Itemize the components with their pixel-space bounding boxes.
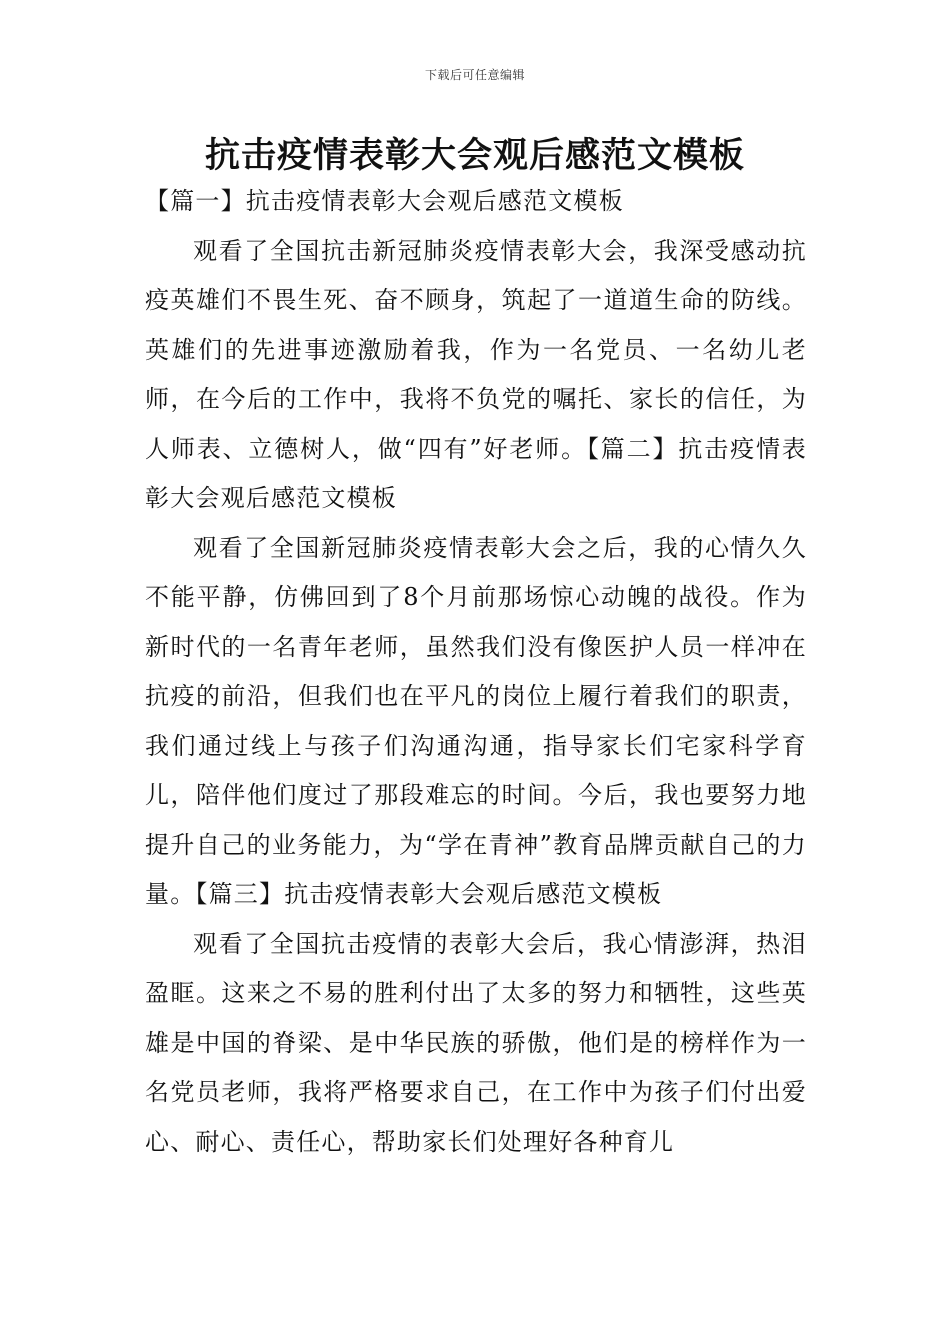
document-body xyxy=(145,177,807,1167)
paragraph-three: 观看了全国抗击疫情的表彰大会后，我心情澎湃，热泪盈眶。这来之不易的胜利付出了太多的努力和牺牲，这些英雄是中国的脊梁、是中华民族的骄傲，他们是的榜样作为一名党员老师，我将严格要求自己，在工作中为孩子们付出爱心、耐心、责任心，帮助家长们处理好各种育儿 xyxy=(145,929,807,1156)
section-heading-one: 【篇一】抗击疫情表彰大会观后感范文模板 xyxy=(145,187,624,215)
header-note: 下载后可任意编辑 xyxy=(424,68,525,82)
paragraph-one: 观看了全国抗击新冠肺炎疫情表彰大会，我深受感动抗疫英雄们不畏生死、奋不顾身，筑起了一道道生命的防线。英雄们的先进事迹激励着我，作为一名党员、一名幼儿老师，在今后的工作中，我将不负党的嘱托、家长的信任，为人师表、立德树人，做“四有”好老师。【篇二】抗击疫情表彰大会观后感范文模板 xyxy=(145,236,807,512)
paragraph-two: 观看了全国新冠肺炎疫情表彰大会之后，我的心情久久不能平静，仿佛回到了8个月前那场惊心动魄的战役。作为新时代的一名青年老师，虽然我们没有像医护人员一样冲在抗疫的前沿，但我们也在平凡的岗位上履行着我们的职责，我们通过线上与孩子们沟通沟通，指导家长们宅家科学育儿，陪伴他们度过了那段难忘的时间。今后，我也要努力地提升自己的业务能力，为“学在青神”教育品牌贡献自己的力量。【篇三】抗击疫情表彰大会观后感范文模板 xyxy=(145,533,807,908)
document-title: 抗击疫情表彰大会观后感范文模板 xyxy=(204,136,745,176)
